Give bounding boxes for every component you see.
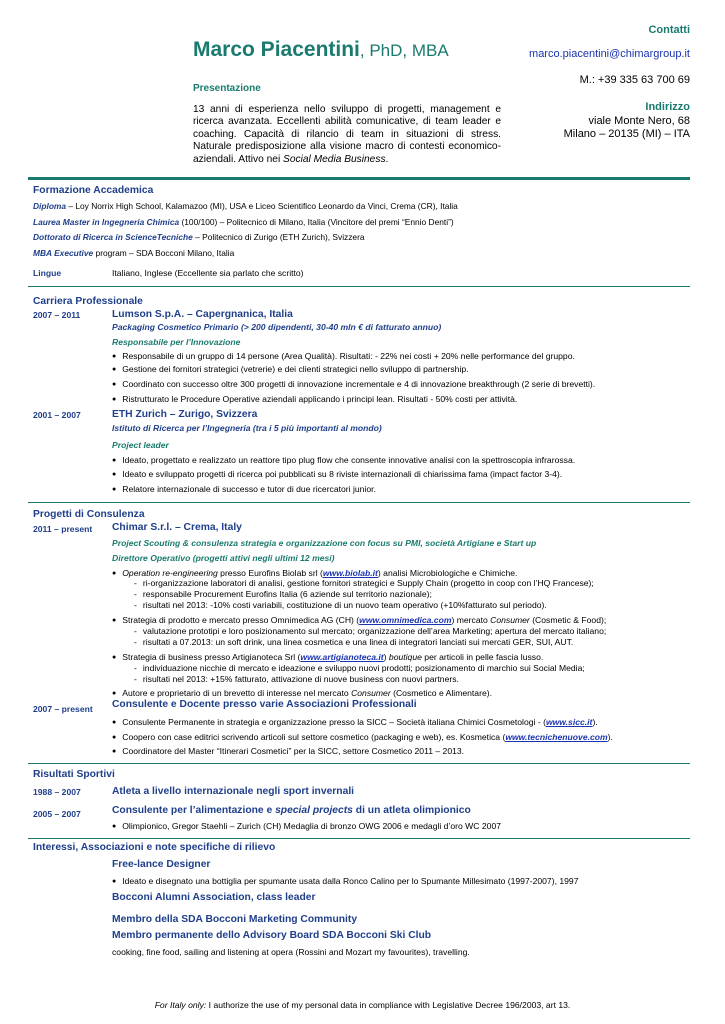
sports-dates: 2005 – 2007 xyxy=(33,809,81,819)
consulting-bullet: ● Strategia di prodotto e mercato presso Omnimedica AG (CH) (www.omnimedica.com) mercato Consumer (Cosmetic & Food); xyxy=(112,615,606,625)
address-line1: viale Monte Nero, 68 xyxy=(588,115,690,127)
interests-bullet: ● Ideato e disegnato una bottiglia per spumante usata dalla Ronco Calino per lo Spumante Millesimato (1997-2007), 1997 xyxy=(112,876,578,886)
sports-dates: 1988 – 2007 xyxy=(33,787,81,797)
omnimedica-link[interactable]: www.omnimedica.com xyxy=(359,615,452,625)
languages-label: Lingue xyxy=(33,268,62,278)
consulting-description: Project Scouting & consulenza strategia e organizzazione con focus su PMI, società Artigiane e Start up xyxy=(112,538,537,548)
address-title: Indirizzo xyxy=(645,101,690,113)
contact-title: Contatti xyxy=(648,24,690,36)
interests-heading: Bocconi Alumni Association, class leader xyxy=(112,892,316,903)
job-company: Lumson S.p.A. – Capergnanica, Italia xyxy=(112,309,293,320)
address-line2: Milano – 20135 (MI) – ITA xyxy=(563,128,690,140)
job-company: ETH Zurich – Zurigo, Svizzera xyxy=(112,409,258,420)
consulting-bullet: ● Consulente Permanente in strategia e organizzazione presso la SICC – Società italiana Chimici Cosmetologi - (www.sicc.it). xyxy=(112,717,598,727)
job-description: Istituto di Ricerca per l’Ingegneria (tra i 5 più importanti al mondo) xyxy=(112,423,382,433)
career-title: Carriera Professionale xyxy=(33,296,143,307)
consulting-subitem: - risultati nel 2013: -10% costi variabili, costituzione di un nuovo team operativo (+10%fatturato sul periodo). xyxy=(134,600,547,610)
interests-heading: Free-lance Designer xyxy=(112,859,211,870)
consulting-dates: 2011 – present xyxy=(33,524,93,534)
interests-heading: Membro della SDA Bocconi Marketing Community xyxy=(112,914,358,925)
sports-item: Consulente per l’alimentazione e special projects di un atleta olimpionico xyxy=(112,805,471,816)
consulting-company: Consulente e Docente presso varie Associazioni Professionali xyxy=(112,699,417,710)
candidate-name: Marco Piacentini, PhD, MBA xyxy=(193,38,449,61)
job-bullet: ● Ideato e sviluppato progetti di ricerca poi pubblicati su 8 riviste internazionali di chiarissima fama (impact factor 3-4). xyxy=(112,469,562,479)
education-item: Diploma – Loy Norrix High School, Kalamazoo (MI), USA e Liceo Scientifico Leonardo da Vinci, Crema (CR), Italia xyxy=(33,201,458,211)
job-dates: 2001 – 2007 xyxy=(33,410,81,420)
job-role: Project leader xyxy=(112,440,169,450)
consulting-subitem: - risultati a 07.2013: un soft drink, una linea cosmetica e una linea di integratori lanciati sui mercati GER, SUI, AUT. xyxy=(134,637,573,647)
job-bullet: ● Relatore internazionale di successo e tutor di due ricercatori junior. xyxy=(112,484,376,494)
sports-item: Atleta a livello internazionale negli sport invernali xyxy=(112,786,355,797)
presentation-title: Presentazione xyxy=(193,83,261,94)
consulting-bullet: ● Autore e proprietario di un brevetto di interesse nel mercato Consumer (Cosmetico e Alimentare). xyxy=(112,688,492,698)
consulting-company: Chimar S.r.l. – Crema, Italy xyxy=(112,522,242,533)
sports-bullet: ● Olimpionico, Gregor Staehli – Zurich (CH) Medaglia di bronzo OWG 2006 e medagli d’oro WC 2007 xyxy=(112,821,501,831)
job-dates: 2007 – 2011 xyxy=(33,310,81,320)
contact-email[interactable]: marco.piacentini@chimargroup.it xyxy=(529,48,690,60)
section-divider xyxy=(28,838,690,839)
education-item: MBA Executive program – SDA Bocconi Milano, Italia xyxy=(33,248,235,258)
consulting-bullet: ● Operation re-engineering presso Eurofins Biolab srl (www.biolab.it) analisi Microbiologiche e Chimiche. xyxy=(112,568,517,578)
tecnichenuove-link[interactable]: www.tecnichenuove.com xyxy=(505,732,608,742)
job-role: Responsabile per l’Innovazione xyxy=(112,337,241,347)
consulting-role: Direttore Operativo (progetti attivi negli ultimi 12 mesi) xyxy=(112,553,335,563)
consulting-bullet: ● Strategia di business presso Artigianoteca Srl (www.artigianoteca.it) boutique per articoli in pelle fascia lusso. xyxy=(112,652,543,662)
job-bullet: ● Ristrutturato le Procedure Operative aziendali applicando i principi lean. Risultati - 50% costi per attività. xyxy=(112,394,517,404)
privacy-footer: For Italy only: I authorize the use of my personal data in compliance with Legislative Decree 196/2003, art 13. xyxy=(154,1000,571,1010)
section-divider xyxy=(28,502,690,503)
consulting-subitem: - individuazione nicchie di mercato e ideazione e sviluppo nuovi prodotti; posizionamento di marchio sui Social Media; xyxy=(134,663,585,673)
consulting-dates: 2007 – present xyxy=(33,704,93,714)
job-bullet: ● Responsabile di un gruppo di 14 persone (Area Qualità). Risultati: - 22% nei costi + 20% nelle performance del gruppo. xyxy=(112,351,575,361)
job-description: Packaging Cosmetico Primario (> 200 dipendenti, 30-40 mln € di fatturato annuo) xyxy=(112,322,442,332)
job-bullet: ● Ideato, progettato e realizzato un reattore tipo plug flow che consente innovative analisi con la spettroscopia infrarossa. xyxy=(112,455,575,465)
artigianoteca-link[interactable]: www.artigianoteca.it xyxy=(300,652,384,662)
consulting-subitem: - responsabile Procurement Eurofins Italia (6 aziende sul territorio nazionale); xyxy=(134,589,432,599)
interests-text: cooking, fine food, sailing and listening at opera (Rossini and Mozart my favourites), travelling. xyxy=(112,947,470,957)
interests-heading: Membro permanente dello Advisory Board SDA Bocconi Ski Club xyxy=(112,930,432,941)
job-bullet: ● Coordinato con successo oltre 300 progetti di innovazione incrementale e 4 di innovazione breakthrough (2 serie di brevetti). xyxy=(112,379,595,389)
candidate-degrees: , PhD, MBA xyxy=(359,41,449,60)
contact-block xyxy=(529,24,690,140)
consulting-subitem: - ri-organizzazione laboratori di analisi, gestione fornitori strategici e Supply Chain (progetto in coop con l’HQ Francese); xyxy=(134,578,594,588)
job-bullet: ● Gestione dei fornitori strategici (vetrerie) e dei clienti strategici nello sviluppo di partnership. xyxy=(112,364,469,374)
interests-title: Interessi, Associazioni e note specifiche di rilievo xyxy=(33,842,276,853)
header-divider xyxy=(28,177,690,180)
presentation-text: 13 anni di esperienza nello sviluppo di progetti, management e ricerca avanzata. Eccellenti abilità comunicative, di team leader e coaching. Capacità di rilancio di team in situazioni di stress. Naturale predisposizione alla visione macro di contesti economico-aziendali. Attivo nei Social Media Business. xyxy=(193,104,501,165)
education-title: Formazione Accademica xyxy=(33,185,154,196)
section-divider xyxy=(28,763,690,764)
contact-phone: M.: +39 335 63 700 69 xyxy=(579,74,690,86)
education-item: Laurea Master in Ingegneria Chimica (100/100) – Politecnico di Milano, Italia (Vincitore del premi “Ennio Denti”) xyxy=(33,217,454,227)
sports-title: Risultati Sportivi xyxy=(33,769,115,780)
sicc-link[interactable]: www.sicc.it xyxy=(545,717,593,727)
consulting-title: Progetti di Consulenza xyxy=(33,509,145,520)
consulting-bullet: ● Coordinatore del Master “Itinerari Cosmetici” per la SICC, settore Cosmetico 2011 – 2013. xyxy=(112,746,464,756)
consulting-subitem: - risultati nel 2013: +15% fatturato, attivazione di nuove business con nuovi partners. xyxy=(134,674,459,684)
languages-value: Italiano, Inglese (Eccellente sia parlato che scritto) xyxy=(112,268,304,278)
biolab-link[interactable]: www.biolab.it xyxy=(322,568,378,578)
consulting-subitem: - valutazione prototipi e loro posizionamento sul mercato; organizzazione dell’area Marketing; apertura del mercato italiano; xyxy=(134,626,606,636)
section-divider xyxy=(28,286,690,287)
education-item: Dottorato di Ricerca in ScienceTecniche – Politecnico di Zurigo (ETH Zurich), Svizzera xyxy=(33,232,365,242)
consulting-bullet: ● Coopero con case editrici scrivendo articoli sul settore cosmetico (packaging e web), es. Kosmetica (www.tecnichenuove.com). xyxy=(112,732,613,742)
